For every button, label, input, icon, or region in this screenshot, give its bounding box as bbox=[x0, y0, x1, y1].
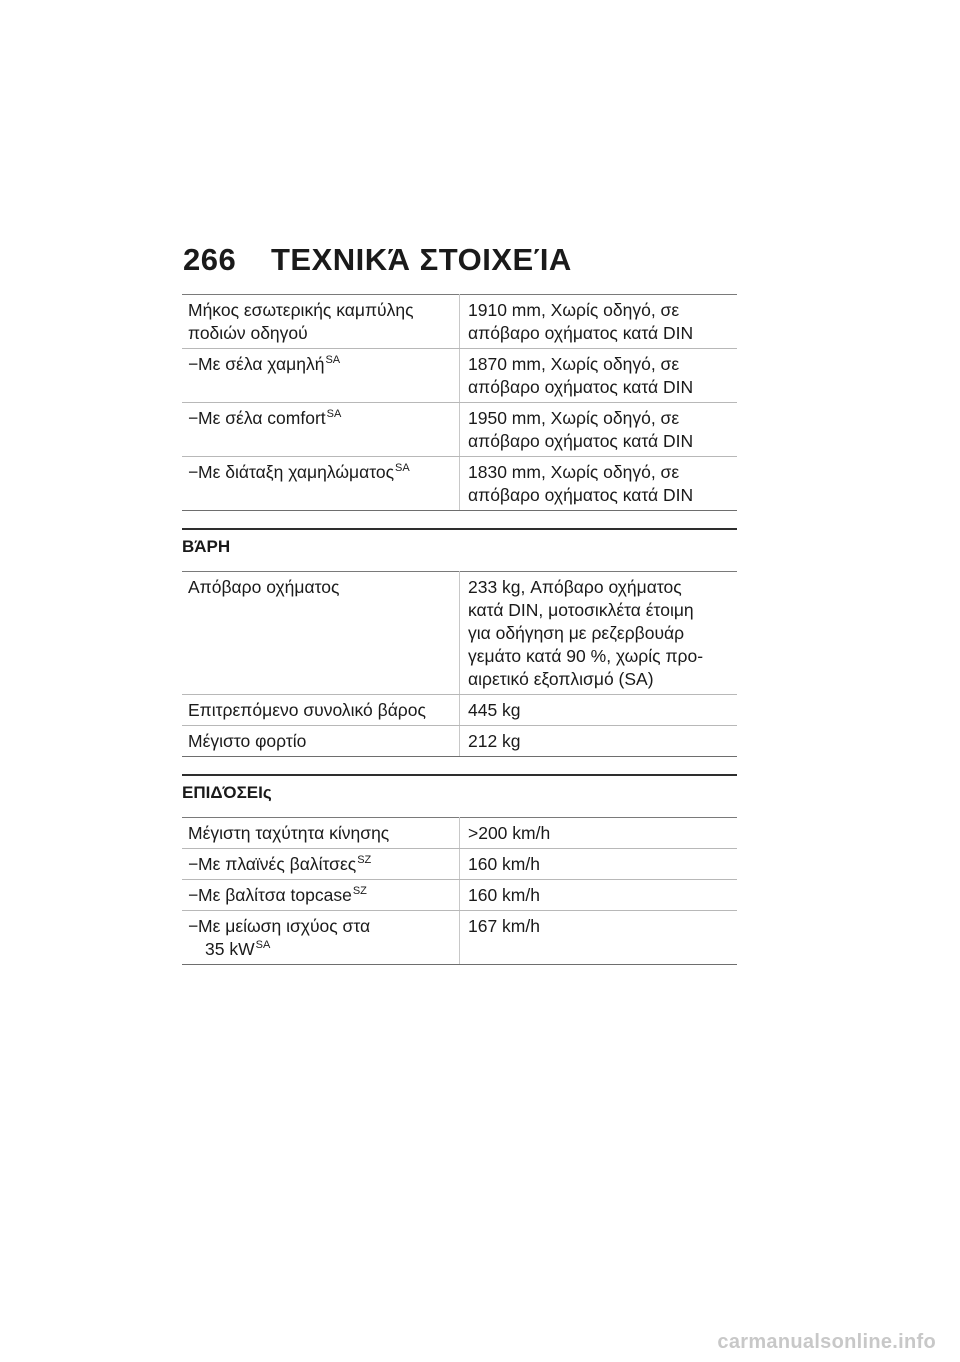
page-header bbox=[183, 242, 572, 278]
option-code: SA bbox=[255, 939, 271, 951]
row-value: 212 kg bbox=[460, 726, 738, 757]
table-row bbox=[182, 403, 737, 457]
option-code: SZ bbox=[352, 885, 367, 897]
watermark: carmanualsonline.info bbox=[717, 1331, 936, 1353]
row-label: Μέγιστο φορτίο bbox=[182, 726, 460, 757]
table-row bbox=[182, 295, 737, 349]
row-value: 160 km/h bbox=[460, 849, 738, 880]
page-number: 266 bbox=[183, 242, 237, 277]
dash-marker: − bbox=[188, 854, 199, 874]
option-code: SA bbox=[395, 462, 410, 474]
dash-marker: − bbox=[188, 916, 199, 936]
row-value: >200 km/h bbox=[460, 818, 738, 849]
section-title-performance: ΕΠΙΔΌΣΕΙς bbox=[182, 774, 737, 809]
row-label: −Με σέλα comfort$^{SA}$ bbox=[182, 403, 460, 457]
row-label: −Με μείωση ισχύος στα 35 $kW^{SA}$ bbox=[182, 911, 460, 965]
row-label: −Με πλαϊνές βαλίτσες$^{SZ}$ bbox=[182, 849, 460, 880]
row-value: 1910 mm, Χωρίς οδηγό, σε απόβαρο οχήματος κατά DIN bbox=[460, 295, 738, 349]
row-value: 1830 mm, Χωρίς οδηγό, σε απόβαρο οχήματος κατά DIN bbox=[460, 457, 738, 511]
table-row bbox=[182, 572, 737, 695]
dimensions-table bbox=[182, 294, 737, 511]
page-title: ΤΕΧΝΙΚΆ ΣΤΟΙΧΕΊΑ bbox=[271, 242, 572, 277]
dash-marker: − bbox=[188, 885, 199, 905]
dash-marker: − bbox=[188, 408, 199, 428]
row-value: 233 kg, Απόβαρο οχήματος κατά DIN, μοτοσικλέτα έτοιμη για οδήγηση με ρεζερβουάρ γεμάτο κατά 90 %, χωρίς προ- αιρετικό εξοπλισμό (SA) bbox=[460, 572, 738, 695]
dash-marker: − bbox=[188, 462, 199, 482]
row-label: Μέγιστη ταχύτητα κίνησης bbox=[182, 818, 460, 849]
row-label: Απόβαρο οχήματος bbox=[182, 572, 460, 695]
performance-table bbox=[182, 817, 737, 965]
table-row bbox=[182, 818, 737, 849]
row-value: 445 kg bbox=[460, 695, 738, 726]
table-row bbox=[182, 880, 737, 911]
option-code: SZ bbox=[357, 854, 372, 866]
table-row bbox=[182, 457, 737, 511]
content bbox=[182, 294, 737, 965]
row-value: 167 km/h bbox=[460, 911, 738, 965]
option-code: SA bbox=[326, 408, 342, 420]
table-row bbox=[182, 849, 737, 880]
row-label: Επιτρεπόμενο συνολικό βάρος bbox=[182, 695, 460, 726]
row-label: −Με διάταξη χαμηλώματος$^{SA}$ bbox=[182, 457, 460, 511]
option-code: SA bbox=[325, 354, 341, 366]
dash-marker: − bbox=[188, 354, 199, 374]
row-label: −Με σέλα χαμηλή$^{SA}$ bbox=[182, 349, 460, 403]
section-title-weights: ΒΆΡΗ bbox=[182, 528, 737, 563]
row-value: 160 km/h bbox=[460, 880, 738, 911]
weights-table bbox=[182, 571, 737, 757]
row-label: −Με βαλίτσα topcase$^{SZ}$ bbox=[182, 880, 460, 911]
table-row bbox=[182, 695, 737, 726]
row-value: 1870 mm, Χωρίς οδηγό, σε απόβαρο οχήματος κατά DIN bbox=[460, 349, 738, 403]
table-row bbox=[182, 911, 737, 965]
row-value: 1950 mm, Χωρίς οδηγό, σε απόβαρο οχήματος κατά DIN bbox=[460, 403, 738, 457]
row-label: Μήκος εσωτερικής καμπύλης ποδιών οδηγού bbox=[182, 295, 460, 349]
table-row bbox=[182, 726, 737, 757]
table-row bbox=[182, 349, 737, 403]
